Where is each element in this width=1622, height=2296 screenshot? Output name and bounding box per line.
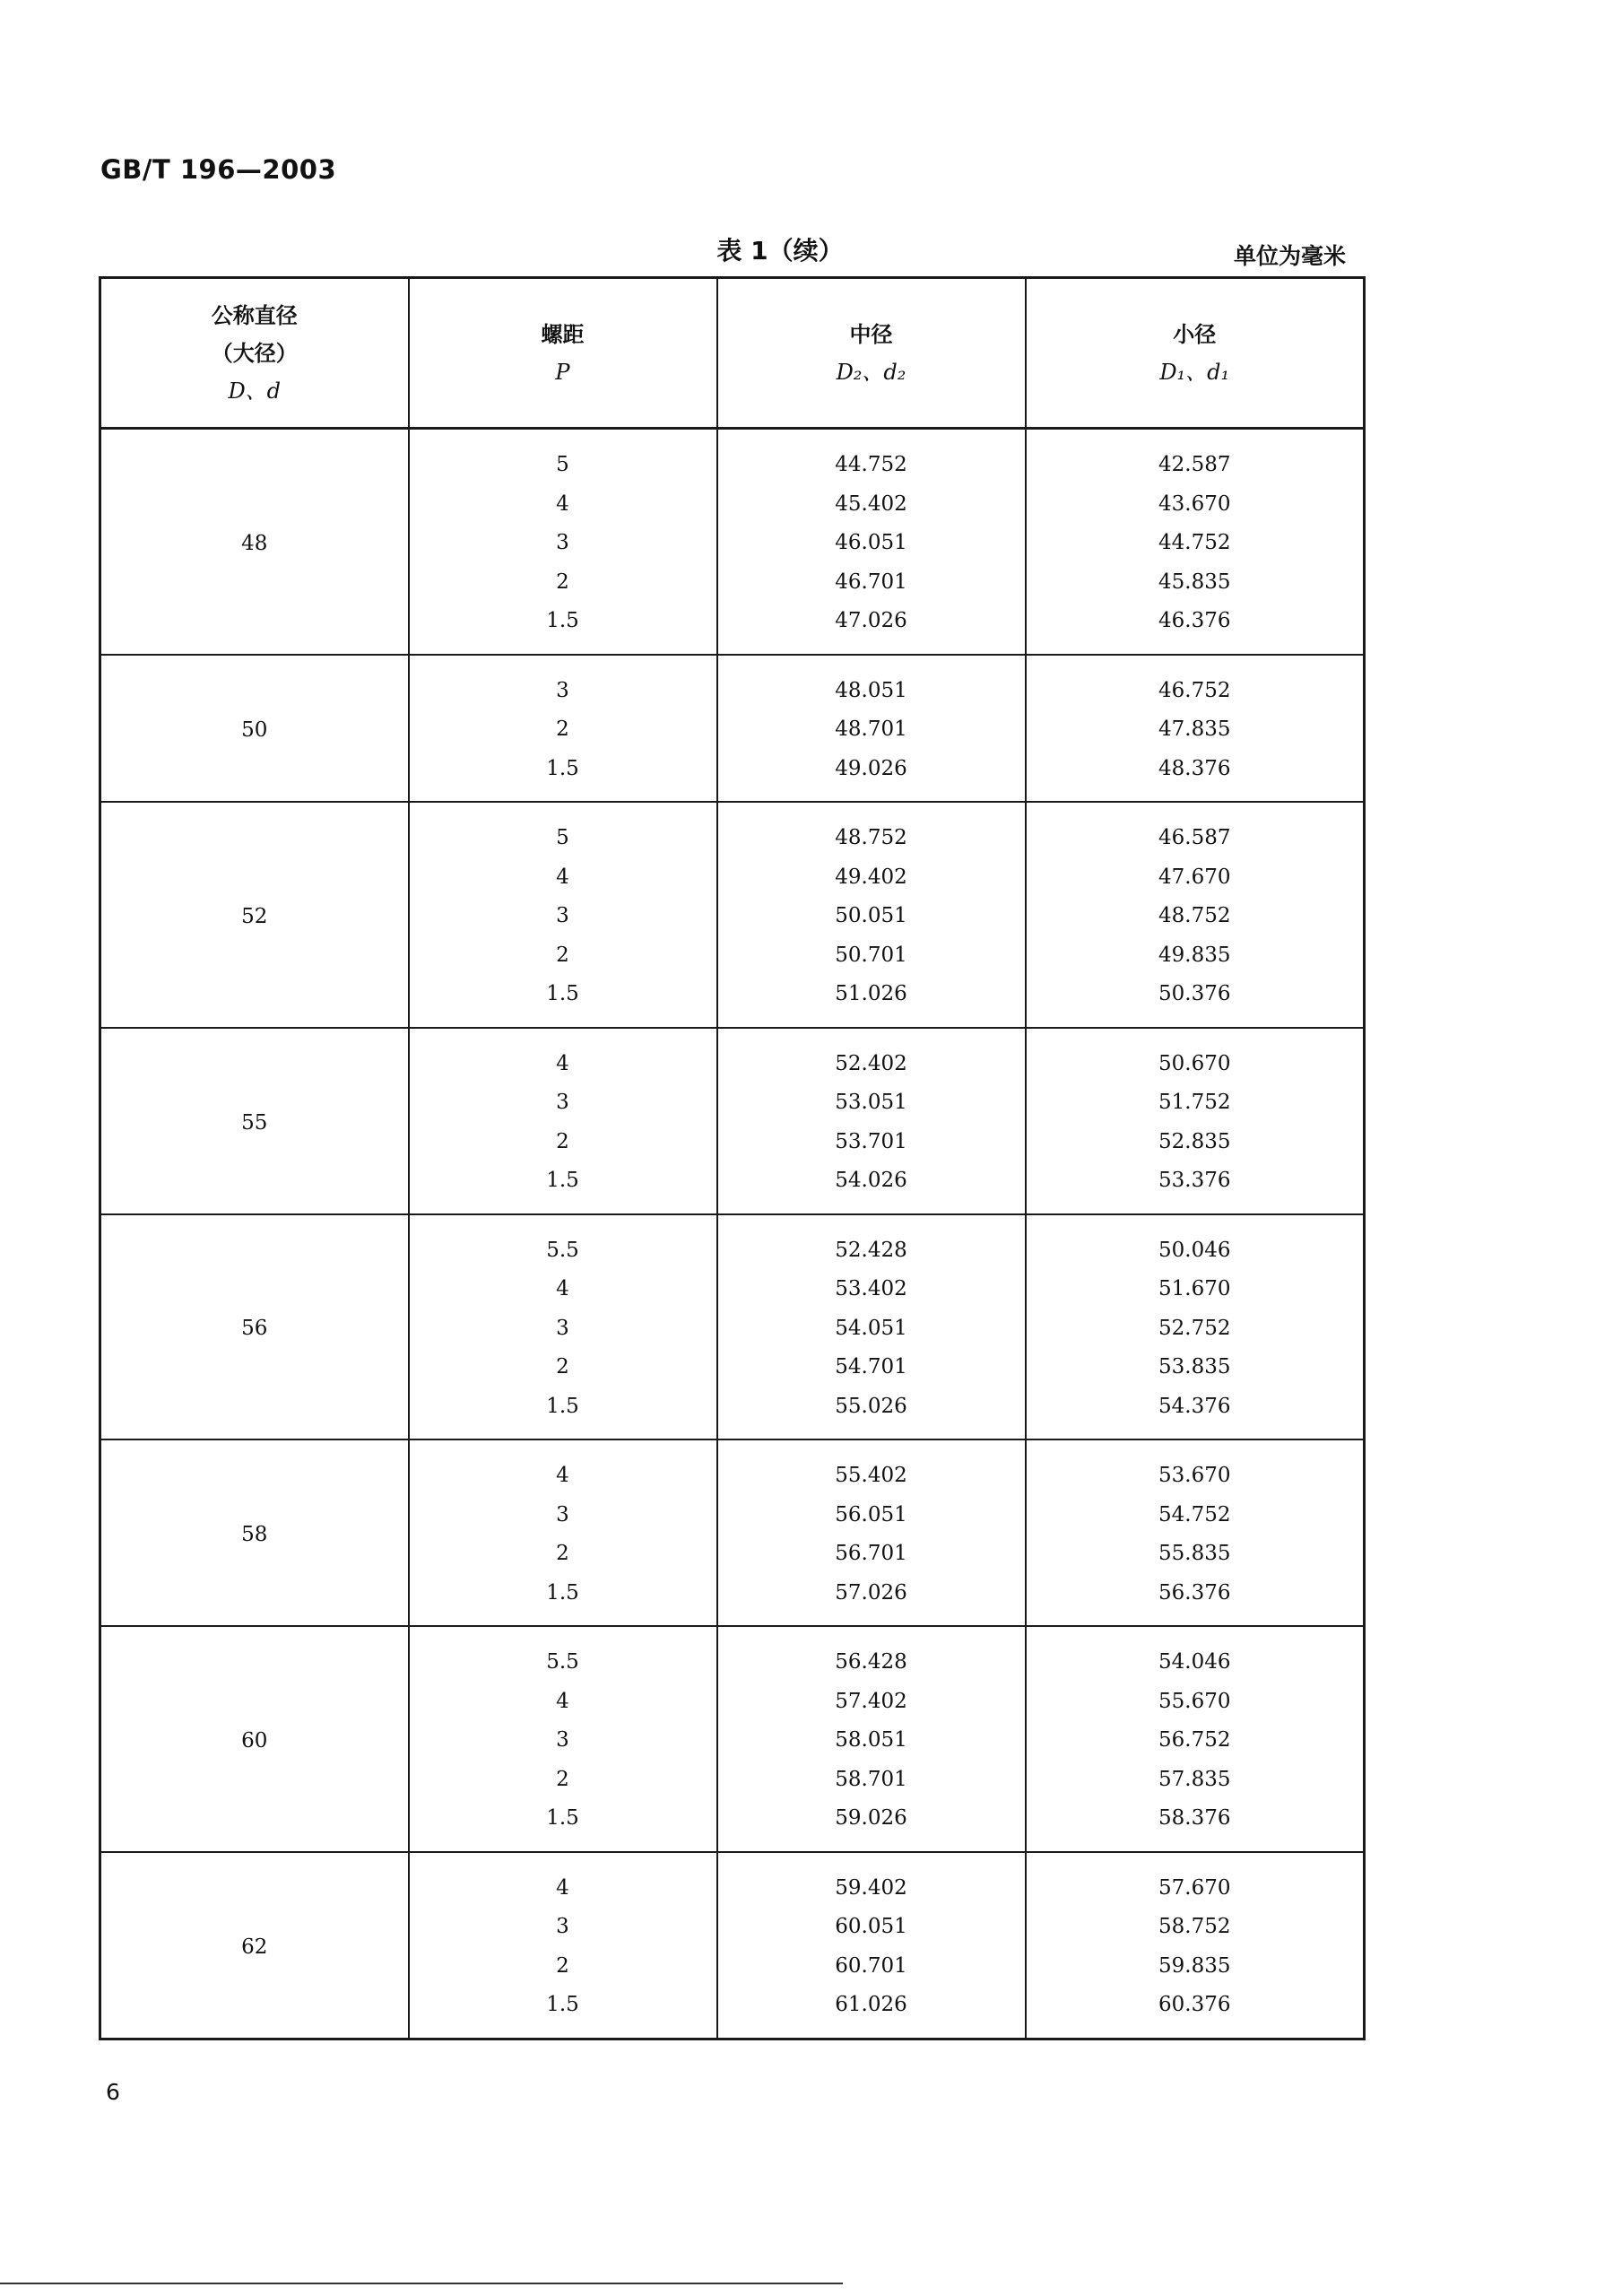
col-header-pitch-diameter [717, 278, 1026, 429]
pitch-diameter-value: 53.402 [835, 1277, 907, 1300]
minor-diameter-value: 46.376 [1158, 609, 1231, 632]
minor-diameter-value: 53.835 [1158, 1355, 1231, 1378]
pitch-value: 4 [556, 1277, 569, 1300]
pitch-diameter-value: 52.402 [835, 1051, 907, 1075]
pitch-cell [409, 802, 717, 1028]
pitch-cell [409, 655, 717, 803]
nominal-diameter-cell: 62 [100, 1852, 409, 2039]
pitch-diameter-cell [717, 1214, 1026, 1440]
minor-diameter-value: 46.752 [1158, 678, 1231, 702]
minor-diameter-value: 56.376 [1158, 1580, 1231, 1605]
pitch-symbol: P [555, 359, 570, 385]
pitch-value: 2 [556, 943, 569, 967]
pitch-value: 3 [556, 531, 569, 554]
pitch-value: 2 [556, 1767, 569, 1791]
minor-diameter-value: 47.835 [1158, 718, 1231, 741]
minor-diameter-cell [1026, 1214, 1365, 1440]
pitch-value: 3 [556, 1915, 569, 1938]
pitch-diameter-value: 44.752 [835, 453, 907, 476]
minor-diameter-value: 58.752 [1158, 1915, 1231, 1938]
pitch-diameter-cell [717, 1626, 1026, 1852]
nominal-diameter-symbol: D、d [228, 378, 282, 404]
pitch-value: 1.5 [546, 609, 579, 632]
minor-diameter-value: 60.376 [1158, 1993, 1231, 2016]
pitch-diameter-value: 47.026 [835, 609, 907, 632]
minor-diameter-value: 45.835 [1158, 570, 1231, 594]
pitch-diameter-symbol: D₂、d₂ [836, 359, 906, 385]
nominal-diameter-cell: 56 [100, 1214, 409, 1440]
pitch-value: 2 [556, 718, 569, 741]
pitch-diameter-value: 58.701 [835, 1767, 907, 1791]
pitch-value: 4 [556, 1875, 569, 1900]
minor-diameter-value: 43.670 [1158, 491, 1231, 516]
pitch-value: 5 [556, 453, 569, 476]
minor-diameter-value: 51.752 [1158, 1091, 1231, 1114]
pitch-value: 2 [556, 570, 569, 594]
nominal-diameter-cell: 48 [100, 429, 409, 655]
col-header-minor-diameter [1026, 278, 1365, 429]
pitch-diameter-value: 59.402 [835, 1875, 907, 1900]
minor-diameter-value: 55.835 [1158, 1542, 1231, 1565]
nominal-diameter-cell: 55 [100, 1028, 409, 1214]
pitch-diameter-value: 60.051 [835, 1915, 907, 1938]
page-bottom-rule [0, 2283, 843, 2284]
pitch-value: 2 [556, 1953, 569, 1978]
pitch-diameter-cell [717, 429, 1026, 655]
pitch-diameter-value: 57.026 [835, 1580, 907, 1605]
pitch-value: 3 [556, 904, 569, 927]
page-number: 6 [106, 2079, 120, 2105]
col-header-nominal-diameter [100, 278, 409, 429]
pitch-diameter-value: 59.026 [835, 1806, 907, 1830]
minor-diameter-cell [1026, 1028, 1365, 1214]
minor-diameter-value: 59.835 [1158, 1953, 1231, 1978]
table-header-row [100, 278, 1365, 429]
minor-diameter-cell [1026, 429, 1365, 655]
pitch-diameter-value: 53.051 [835, 1091, 907, 1114]
minor-diameter-cell [1026, 1852, 1365, 2039]
nominal-diameter-label: 公称直径 [211, 302, 298, 328]
nominal-diameter-cell: 58 [100, 1439, 409, 1626]
table-caption: 表 1（续） [716, 236, 844, 265]
pitch-diameter-value: 61.026 [835, 1993, 907, 2016]
col-header-pitch [409, 278, 717, 429]
minor-diameter-value: 48.752 [1158, 904, 1231, 927]
minor-diameter-value: 46.587 [1158, 826, 1231, 849]
pitch-diameter-value: 55.402 [835, 1464, 907, 1487]
minor-diameter-value: 51.670 [1158, 1277, 1231, 1300]
minor-diameter-value: 57.835 [1158, 1767, 1231, 1791]
pitch-diameter-cell [717, 1028, 1026, 1214]
pitch-diameter-cell [717, 655, 1026, 803]
pitch-value: 3 [556, 1316, 569, 1340]
pitch-value: 4 [556, 865, 569, 889]
thread-dimension-table [99, 276, 1366, 2040]
pitch-value: 5 [556, 826, 569, 849]
pitch-diameter-value: 46.701 [835, 570, 907, 594]
pitch-value: 4 [556, 1689, 569, 1713]
table-row [100, 1214, 1365, 1440]
standard-code: GB/T 196—2003 [100, 154, 337, 185]
pitch-diameter-value: 49.026 [835, 756, 907, 780]
minor-diameter-value: 53.670 [1158, 1464, 1231, 1487]
minor-diameter-value: 48.376 [1158, 756, 1231, 780]
minor-diameter-value: 56.752 [1158, 1728, 1231, 1752]
minor-diameter-value: 42.587 [1158, 453, 1231, 476]
pitch-value: 3 [556, 1502, 569, 1526]
unit-note: 单位为毫米 [1233, 243, 1346, 269]
table-row [100, 655, 1365, 803]
minor-diameter-value: 49.835 [1158, 943, 1231, 967]
minor-diameter-cell [1026, 1626, 1365, 1852]
major-diameter-label: （大径） [211, 340, 298, 366]
pitch-value: 4 [556, 1464, 569, 1487]
pitch-cell [409, 1028, 717, 1214]
pitch-value: 1.5 [546, 1993, 579, 2016]
pitch-diameter-value: 57.402 [835, 1689, 907, 1713]
minor-diameter-symbol: D₁、d₁ [1159, 359, 1230, 385]
pitch-diameter-value: 48.752 [835, 826, 907, 849]
pitch-diameter-value: 54.026 [835, 1169, 907, 1192]
pitch-diameter-cell [717, 1852, 1026, 2039]
minor-diameter-cell [1026, 802, 1365, 1028]
nominal-diameter-cell: 52 [100, 802, 409, 1028]
minor-diameter-value: 54.046 [1158, 1650, 1231, 1674]
pitch-diameter-value: 60.701 [835, 1953, 907, 1978]
minor-diameter-value: 52.752 [1158, 1316, 1231, 1340]
pitch-label: 螺距 [541, 321, 585, 347]
pitch-value: 1.5 [546, 1169, 579, 1192]
minor-diameter-cell [1026, 1439, 1365, 1626]
pitch-diameter-value: 56.428 [835, 1650, 907, 1674]
table-row [100, 1626, 1365, 1852]
table-row [100, 429, 1365, 655]
pitch-cell [409, 1214, 717, 1440]
pitch-value: 5.5 [546, 1238, 579, 1262]
pitch-diameter-value: 53.701 [835, 1129, 907, 1153]
pitch-diameter-label: 中径 [849, 321, 893, 347]
pitch-cell [409, 429, 717, 655]
pitch-value: 4 [556, 491, 569, 516]
minor-diameter-cell [1026, 655, 1365, 803]
pitch-value: 3 [556, 1728, 569, 1752]
minor-diameter-value: 54.752 [1158, 1502, 1231, 1526]
table-row [100, 1852, 1365, 2039]
pitch-diameter-value: 45.402 [835, 491, 907, 516]
pitch-value: 2 [556, 1542, 569, 1565]
nominal-diameter-cell: 50 [100, 655, 409, 803]
table-row [100, 802, 1365, 1028]
pitch-diameter-value: 48.051 [835, 678, 907, 702]
pitch-diameter-value: 52.428 [835, 1238, 907, 1262]
pitch-value: 3 [556, 1091, 569, 1114]
minor-diameter-value: 50.046 [1158, 1238, 1231, 1262]
table-row [100, 1028, 1365, 1214]
pitch-diameter-value: 51.026 [835, 982, 907, 1005]
pitch-diameter-value: 50.701 [835, 943, 907, 967]
pitch-diameter-value: 58.051 [835, 1728, 907, 1752]
table-row [100, 1439, 1365, 1626]
pitch-value: 1.5 [546, 756, 579, 780]
table-body [100, 429, 1365, 2039]
minor-diameter-value: 52.835 [1158, 1129, 1231, 1153]
pitch-diameter-value: 56.701 [835, 1542, 907, 1565]
pitch-value: 4 [556, 1051, 569, 1075]
pitch-diameter-value: 54.051 [835, 1316, 907, 1340]
minor-diameter-value: 44.752 [1158, 531, 1231, 554]
minor-diameter-value: 53.376 [1158, 1169, 1231, 1192]
minor-diameter-value: 50.670 [1158, 1051, 1231, 1075]
pitch-diameter-value: 48.701 [835, 718, 907, 741]
pitch-diameter-cell [717, 1439, 1026, 1626]
minor-diameter-value: 55.670 [1158, 1689, 1231, 1713]
nominal-diameter-cell: 60 [100, 1626, 409, 1852]
minor-diameter-value: 50.376 [1158, 982, 1231, 1005]
pitch-value: 1.5 [546, 1580, 579, 1605]
pitch-diameter-value: 46.051 [835, 531, 907, 554]
minor-diameter-value: 58.376 [1158, 1806, 1231, 1830]
pitch-diameter-value: 56.051 [835, 1502, 907, 1526]
minor-diameter-value: 54.376 [1158, 1394, 1231, 1418]
pitch-value: 5.5 [546, 1650, 579, 1674]
pitch-value: 1.5 [546, 1394, 579, 1418]
pitch-diameter-value: 54.701 [835, 1355, 907, 1378]
pitch-cell [409, 1626, 717, 1852]
pitch-diameter-value: 55.026 [835, 1394, 907, 1418]
pitch-value: 1.5 [546, 982, 579, 1005]
pitch-diameter-value: 50.051 [835, 904, 907, 927]
pitch-value: 1.5 [546, 1806, 579, 1830]
pitch-diameter-value: 49.402 [835, 865, 907, 889]
minor-diameter-value: 57.670 [1158, 1875, 1231, 1900]
pitch-value: 2 [556, 1355, 569, 1378]
pitch-value: 2 [556, 1129, 569, 1153]
pitch-value: 3 [556, 678, 569, 702]
minor-diameter-value: 47.670 [1158, 865, 1231, 889]
pitch-cell [409, 1439, 717, 1626]
minor-diameter-label: 小径 [1173, 321, 1217, 347]
pitch-diameter-cell [717, 802, 1026, 1028]
pitch-cell [409, 1852, 717, 2039]
